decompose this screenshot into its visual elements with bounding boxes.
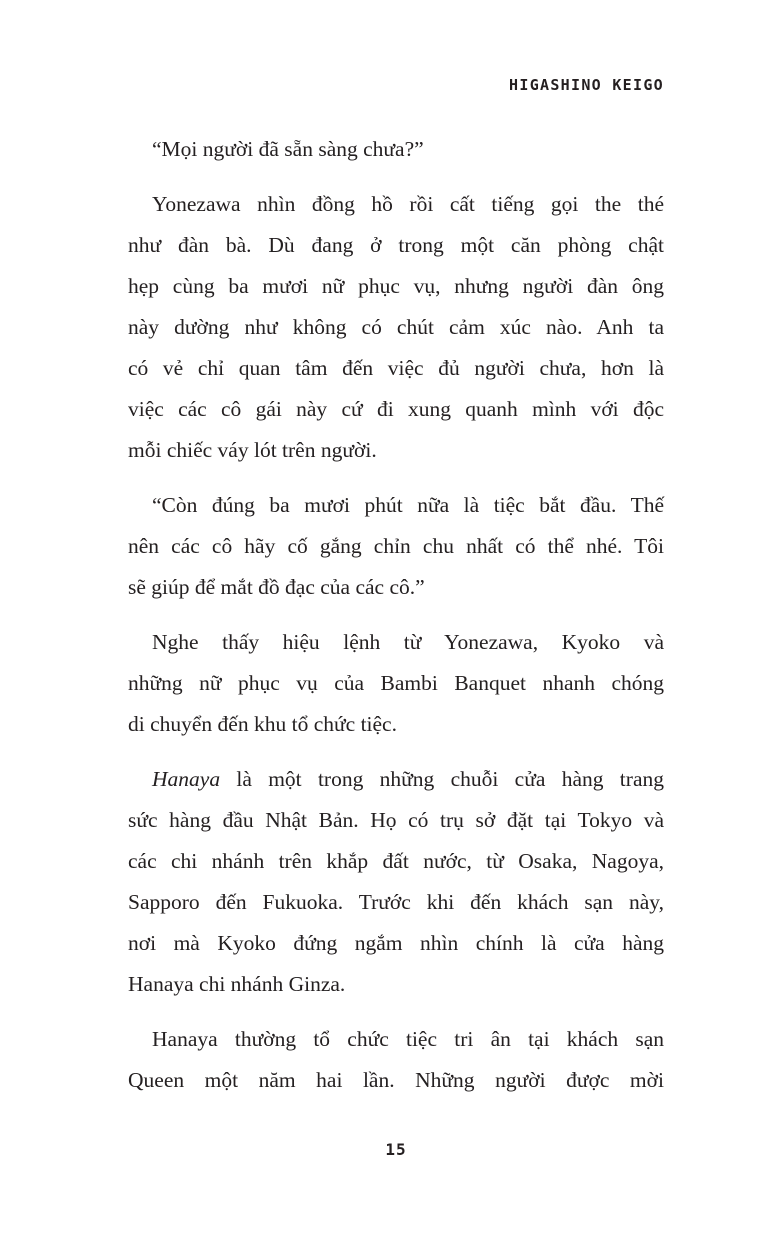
text-line: có vẻ chỉ quan tâm đến việc đủ người chưa, hơn là xyxy=(128,356,664,380)
text-line: Queen một năm hai lần. Những người được mời xyxy=(128,1068,664,1092)
text-line: các chi nhánh trên khắp đất nước, từ Osaka, Nagoya, xyxy=(128,849,664,873)
text-line: di chuyển đến khu tổ chức tiệc. xyxy=(128,712,397,736)
paragraph xyxy=(128,1019,664,1101)
text-line: như đàn bà. Dù đang ở trong một căn phòng chật xyxy=(128,233,664,257)
text-line: Hanaya thường tổ chức tiệc tri ân tại khách sạn xyxy=(152,1027,664,1051)
text-line: Nghe thấy hiệu lệnh từ Yonezawa, Kyoko và xyxy=(152,630,664,654)
text-line: Yonezawa nhìn đồng hồ rồi cất tiếng gọi the thé xyxy=(152,192,664,216)
paragraph xyxy=(128,129,664,170)
text-line: việc các cô gái này cứ đi xung quanh mình với độc xyxy=(128,397,664,421)
text-line: Sapporo đến Fukuoka. Trước khi đến khách sạn này, xyxy=(128,890,664,914)
text-line: nên các cô hãy cố gắng chỉn chu nhất có thể nhé. Tôi xyxy=(128,534,664,558)
page-number: 15 xyxy=(385,1140,407,1159)
text-line: sức hàng đầu Nhật Bản. Họ có trụ sở đặt tại Tokyo và xyxy=(128,808,664,832)
paragraph xyxy=(128,184,664,471)
paragraph xyxy=(128,622,664,745)
text-line: Hanaya chi nhánh Ginza. xyxy=(128,972,346,996)
paragraph xyxy=(128,485,664,608)
text-line: “Mọi người đã sẵn sàng chưa?” xyxy=(152,137,424,161)
text-line: nơi mà Kyoko đứng ngắm nhìn chính là cửa hàng xyxy=(128,931,664,955)
brand-name-italic: Hanaya xyxy=(152,767,221,791)
text-line xyxy=(128,759,664,800)
running-header: HIGASHINO KEIGO xyxy=(509,76,664,94)
text-line: này dường như không có chút cảm xúc nào. Anh ta xyxy=(128,315,664,339)
text-block xyxy=(128,129,664,1115)
text-line: “Còn đúng ba mươi phút nữa là tiệc bắt đầu. Thế xyxy=(152,493,664,517)
text-line: mỗi chiếc váy lót trên người. xyxy=(128,438,377,462)
text-line: hẹp cùng ba mươi nữ phục vụ, nhưng người đàn ông xyxy=(128,274,664,298)
text-line-rest: là một trong những chuỗi cửa hàng trang xyxy=(220,767,664,791)
text-line: những nữ phục vụ của Bambi Banquet nhanh chóng xyxy=(128,671,664,695)
paragraph xyxy=(128,759,664,1005)
text-line: sẽ giúp để mắt đồ đạc của các cô.” xyxy=(128,575,425,599)
